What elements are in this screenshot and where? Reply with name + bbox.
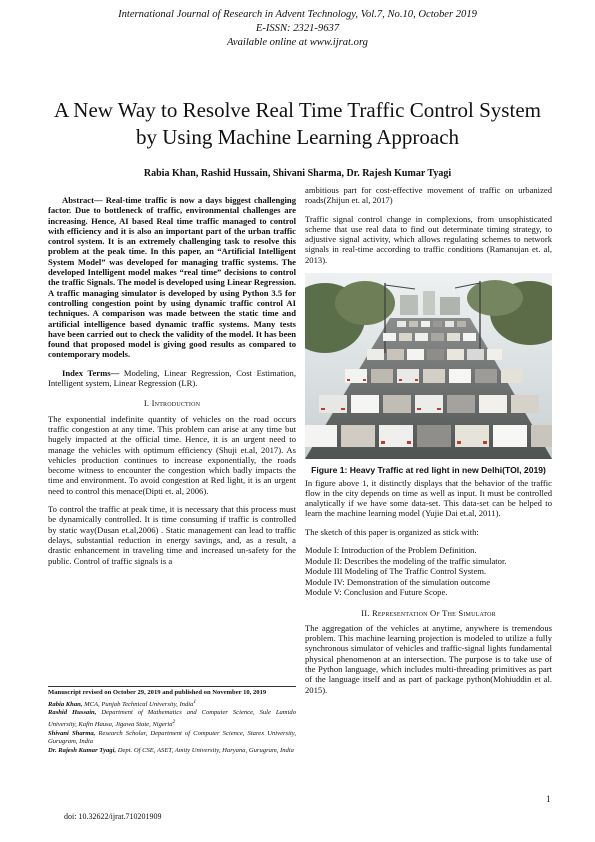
author-name: Rashid Hussain, [48, 709, 97, 717]
module-item: Module IV: Demonstration of the simulation outcome [305, 576, 491, 587]
index-terms [48, 368, 296, 389]
author-affiliation-1 [48, 698, 296, 710]
index-terms-text: Modeling, Linear Regression, Cost Estimation, Intelligent system, Linear Regression (LR). [48, 367, 296, 389]
section-number: II. [361, 607, 370, 618]
author-name: Shivani Sharma, [48, 729, 96, 737]
paper-title [30, 97, 565, 151]
author-name: Rabia Khan, [48, 700, 83, 708]
author-affiliation: Dept. Of CSE, ASET, Amity University, Haryana, Gurugram, India [116, 746, 294, 754]
right-paragraph-2: Traffic signal control change in complexions, from unsophisticated scheme that use real data to find out determinate timing strategy, to adjustive signal activity, which allows regulating schemes to network signals in real-time according to traffic conditions (Ramanujan et. al, 2013). [305, 213, 552, 265]
left-column [48, 195, 296, 574]
module-item: Module II: Describes the modeling of the traffic simulator. [305, 555, 507, 566]
author-superscript: 2 [172, 718, 176, 725]
traffic-photo-figure [305, 273, 552, 459]
section-heading-simulator [305, 608, 552, 618]
right-paragraph-4: The sketch of this paper is organized as stick with: [305, 526, 479, 537]
author-affiliation-2 [48, 709, 296, 729]
section-heading-introduction [48, 398, 296, 408]
module-item: Module III Modeling of The Traffic Control System. [305, 566, 487, 577]
section-title: Introduction [151, 398, 201, 409]
traffic-photo [305, 273, 552, 459]
figure-caption: Figure 1: Heavy Traffic at red light in new Delhi(TOI, 2019) [311, 465, 546, 476]
footnotes [48, 689, 296, 756]
simulator-paragraph-1: The aggregation of the vehicles at anytime, anywhere is tremendous problem. This machine learning projection is modeled to utilize a fully synchronous simulator of vehicles and traffic-signal lights fundamental physical phenomenon at an intersection. The purpose is to take use of the Python language, which includes multi-threading primitives as part of the language itself and as part of package python(Mohiuddin et al. 2015). [305, 622, 552, 695]
right-column [305, 185, 552, 703]
module-item: Module V: Conclusion and Future Scope. [305, 587, 448, 598]
abstract [48, 195, 296, 360]
journal-header [0, 8, 595, 50]
introduction-paragraph-1: The exponential indefinite quantity of vehicles on the road occurs traffic congestion at any time. This problem can arise at any time but hugely impacted at the official time. Hence, it is an urgent need to manage the vehicles with optimum efficiency (Shuji et.al, 2017). As vehicles production continues to increase exponentially, the roads become witness to encounter the congestion which badly impacts the time and environment. To avoid congestion at Red light, it is an urgent need to control this menace(Dipti et. al, 2006). [48, 413, 296, 496]
journal-issn: E-ISSN: 2321-9637 [255, 23, 340, 34]
author-superscript: 1 [193, 698, 197, 705]
section-title: Representation Of The Simulator [371, 607, 496, 618]
module-list [305, 545, 552, 598]
section-number: I. [143, 398, 150, 409]
journal-name: International Journal of Research in Advent Technology, Vol.7, No.10, October 2019 [118, 9, 477, 20]
author-affiliation: Research Scholar, Department of Computer Science, Starex University, Gurugram, India [48, 729, 296, 746]
paper-authors: Rabia Khan, Rashid Hussain, Shivani Sharma, Dr. Rajesh Kumar Tyagi [143, 168, 452, 179]
introduction-paragraph-2: To control the traffic at peak time, it is necessary that this process must be dynamically controlled. It is time consuming if traffic is controlled by static way(Dusan et.al,2006) . Static management can lead to traffic delays, substantial reduction in energy savings, and, as a result, a drastic enhancement in traveling time and increased un-safety for the public. Control of traffic signals is a [48, 504, 296, 566]
right-paragraph-1: ambitious part for cost-effective movement of traffic on urbanized roads(Zhijun et. al, 2017) [305, 185, 552, 206]
footnote-divider [48, 686, 296, 687]
author-affiliation: Department of Mathematics and Computer Science, Sule Lamido University, Kafin Hausa, Jigawa State, Nigeria [48, 709, 296, 729]
author-affiliation-3 [48, 730, 296, 747]
paper-title-line-2: by Using Machine Learning Approach [135, 125, 460, 149]
page-number: 1 [546, 794, 551, 804]
author-affiliation: MCA, Punjab Technical University, India [82, 700, 194, 708]
doi: doi: 10.32622/ijrat.710201909 [64, 812, 162, 821]
paper-title-line-1: A New Way to Resolve Real Time Traffic Control System [54, 98, 541, 122]
journal-website: Available online at www.ijrat.org [227, 37, 368, 48]
right-paragraph-3: In figure above 1, it distinctly displays that the behavior of the traffic flow in the city depends on time as well as input. It must be controlled analytically if we have some data-set. This data-set can be helped to learn the machine learning model (Yujie Dai et.al, 2011). [305, 477, 552, 519]
abstract-label: Abstract— [62, 195, 103, 205]
author-affiliation-4 [48, 747, 296, 756]
module-item: Module I: Introduction of the Problem Definition. [305, 545, 477, 556]
manuscript-note: Manuscript revised on October 29, 2019 and published on November 10, 2019 [48, 689, 267, 696]
index-terms-label: Index Terms— [62, 367, 120, 378]
abstract-text: Real-time traffic is now a days biggest challenging factor. Due to bottleneck of traffic, environmental challenges are increasing. Hence, AI based Real time traffic managed to control with efficiency and it is also an important part of the urban traffic control system. It is an extremely challenging task to resolve this problem at the peak time. In this paper, an “Artificial Intelligent System Model” was developed for managing traffic systems. The developed Intelligent model makes “real time” decisions to control the traffic Signals. The model is developed using Linear Regression. A traffic managing simulator is developed by using Python 3.5 for controlling congestion point by using dynamic traffic control AI techniques. A comparison was made between the static time and artificial intelligence based dynamic traffic systems. Many tests have been carried out to check the validity of the model. It has been found that proposed model is giving good results as compared to contemporary models. [48, 195, 296, 360]
author-name: Dr. Rajesh Kumar Tyagi, [48, 746, 117, 754]
